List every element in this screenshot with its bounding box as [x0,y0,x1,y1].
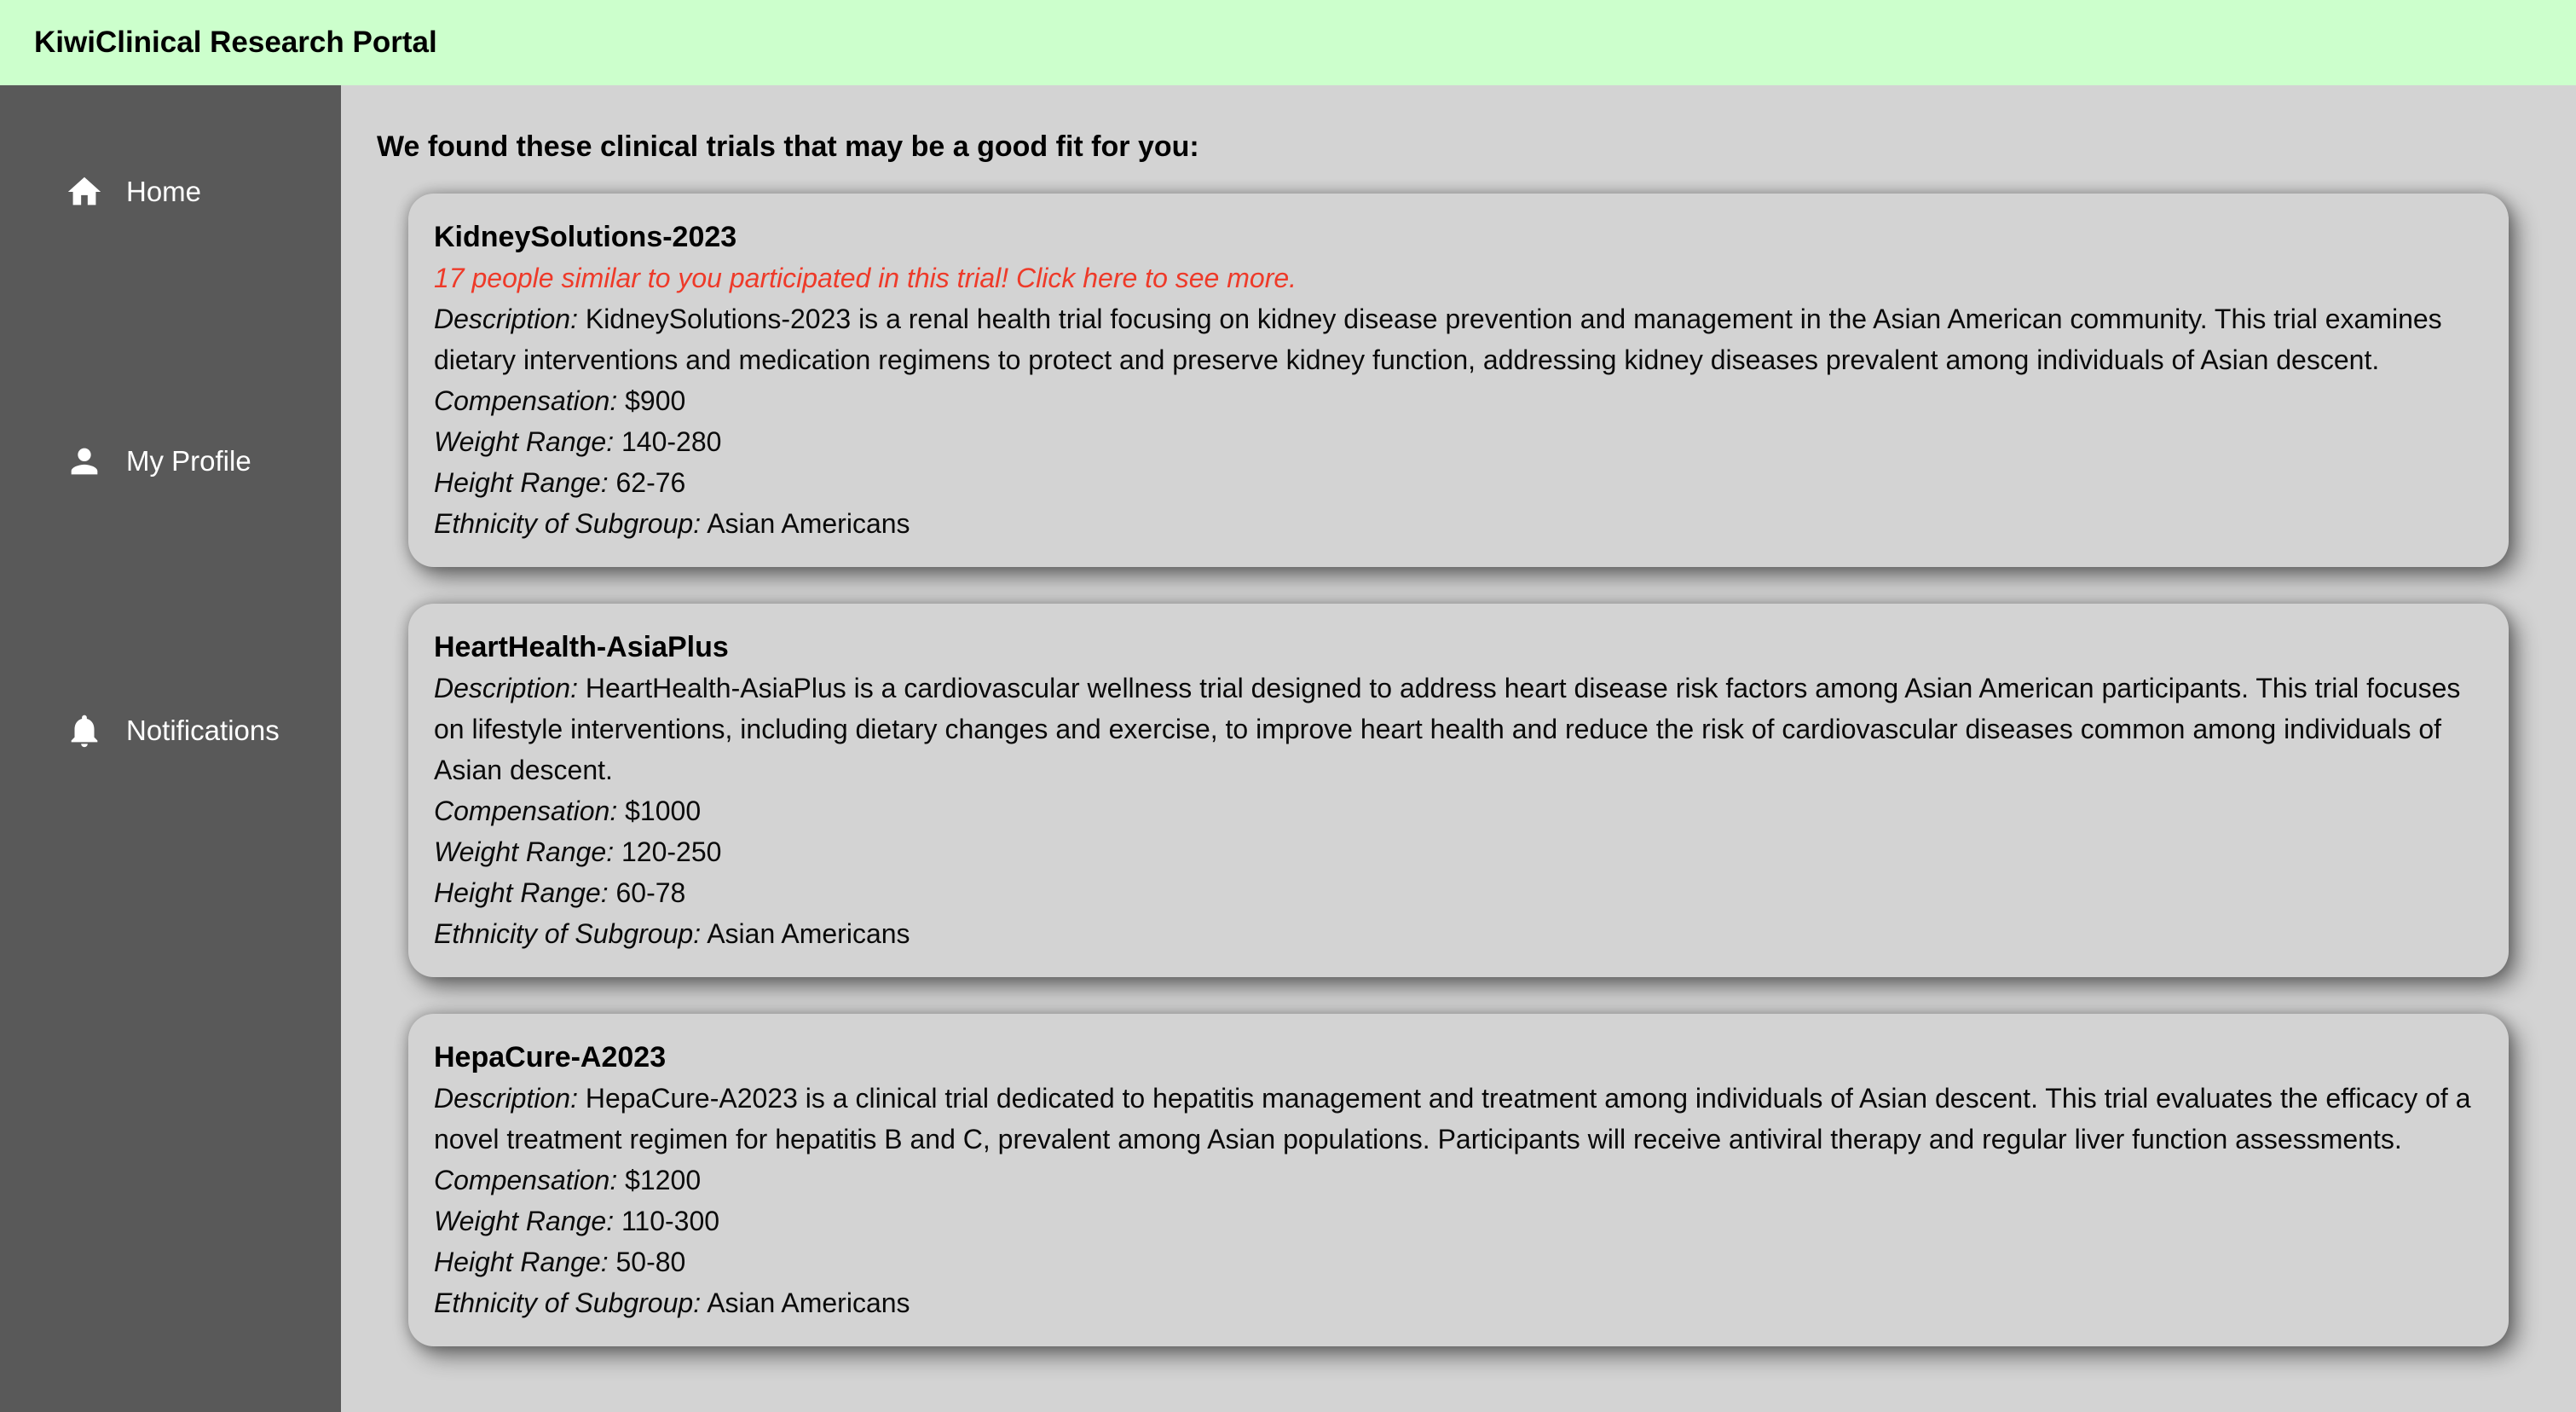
trial-field-compensation [434,1160,2483,1201]
bell-icon [65,711,104,750]
field-label: Weight Range: [434,836,615,867]
trial-field-weight-range [434,1201,2483,1241]
field-value: 120-250 [621,836,722,867]
trial-description [434,298,2483,380]
field-label: Height Range: [434,1247,609,1277]
field-value: 60-78 [615,877,686,908]
sidebar-item-home[interactable] [0,171,341,213]
main-content [341,85,2576,1412]
field-value: 50-80 [615,1247,686,1277]
field-label: Compensation: [434,385,618,416]
field-label: Ethnicity of Subgroup: [434,918,702,949]
field-value: 110-300 [621,1206,720,1236]
field-value: Asian Americans [707,918,910,949]
trial-card [408,604,2509,977]
trial-card [408,1014,2509,1346]
app-title: KiwiClinical Research Portal [34,26,437,59]
description-text: HeartHealth-AsiaPlus is a cardiovascular wellness trial designed to address heart disease risk factors among Asian American participants. This trial focuses on lifestyle interventions, including dietary changes and exercise, to improve heart health and reduce the risk of cardiovascular diseases common among individuals of Asian descent. [434,673,2461,785]
trial-field-height-range [434,872,2483,913]
field-label: Height Range: [434,877,609,908]
similar-participants-link[interactable]: 17 people similar to you participated in this trial! Click here to see more. [434,263,1297,293]
user-icon [65,442,104,481]
trial-title: HeartHealth-AsiaPlus [434,631,729,663]
field-label: Ethnicity of Subgroup: [434,508,702,539]
sidebar-item-label: Home [126,176,202,207]
trial-title: HepaCure-A2023 [434,1041,667,1073]
field-label: Compensation: [434,796,618,826]
description-label: Description: [434,1083,578,1114]
sidebar-item-my-profile[interactable] [0,440,341,483]
field-value: 140-280 [621,426,722,457]
trial-title: KidneySolutions-2023 [434,221,737,253]
field-value: $1000 [625,796,702,826]
field-value: $900 [625,385,686,416]
field-value: 62-76 [615,467,686,498]
sidebar-item-notifications[interactable] [0,709,341,752]
field-label: Compensation: [434,1165,618,1195]
trial-field-height-range [434,462,2483,503]
app-header [0,0,2576,85]
home-icon [65,172,104,211]
layout [0,85,2576,1412]
trial-field-compensation [434,380,2483,421]
trial-field-weight-range [434,831,2483,872]
field-label: Weight Range: [434,426,615,457]
field-value: Asian Americans [707,508,910,539]
trial-description [434,668,2483,790]
field-label: Weight Range: [434,1206,615,1236]
description-label: Description: [434,673,578,703]
description-text: HepaCure-A2023 is a clinical trial dedicated to hepatitis management and treatment among individuals of Asian descent. This trial evaluates the efficacy of a novel treatment regimen for hepatitis B and C, prevalent among Asian populations. Participants will receive antiviral therapy and regular liver function assessments. [434,1083,2471,1154]
field-value: $1200 [625,1165,702,1195]
trial-field-ethnicity [434,913,2483,954]
trial-card [408,194,2509,567]
sidebar [0,85,341,1412]
trial-field-compensation [434,790,2483,831]
trial-field-weight-range [434,421,2483,462]
description-label: Description: [434,304,578,334]
field-label: Height Range: [434,467,609,498]
field-label: Ethnicity of Subgroup: [434,1288,702,1318]
field-value: Asian Americans [707,1288,910,1318]
trial-field-height-range [434,1241,2483,1282]
description-text: KidneySolutions-2023 is a renal health trial focusing on kidney disease prevention and management in the Asian American community. This trial examines dietary interventions and medication regimens to protect and preserve kidney function, addressing kidney diseases prevalent among individuals of Asian descent. [434,304,2442,375]
sidebar-item-label: My Profile [126,445,251,477]
trial-description [434,1078,2483,1160]
results-heading: We found these clinical trials that may be a good fit for you: [377,130,1199,163]
sidebar-item-label: Notifications [126,715,280,746]
trial-field-ethnicity [434,1282,2483,1323]
trial-field-ethnicity [434,503,2483,544]
